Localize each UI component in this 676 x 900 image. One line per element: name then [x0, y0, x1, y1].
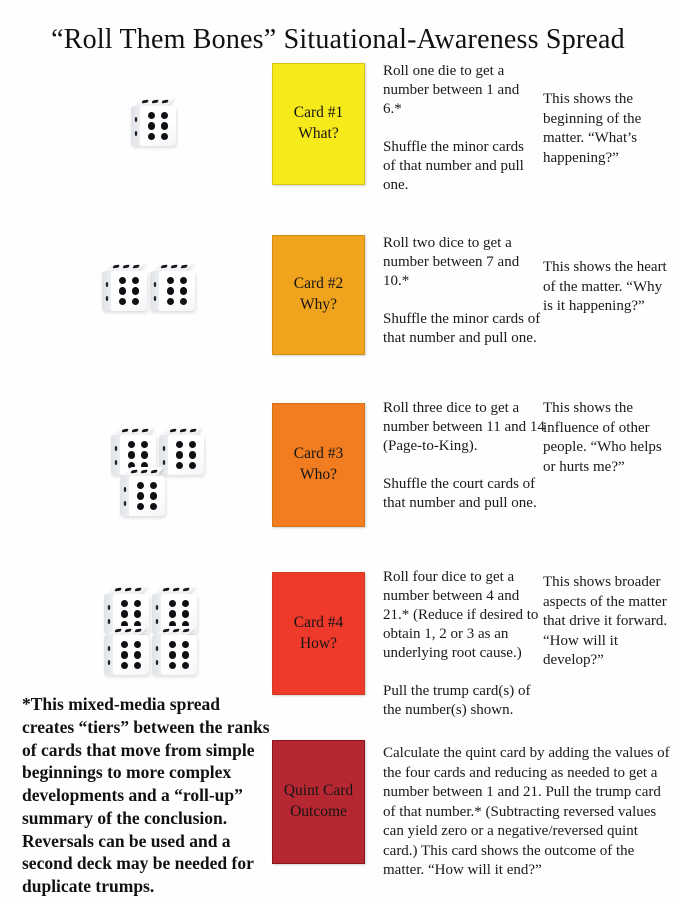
quint-instructions: Calculate the quint card by adding the values of the four cards and reducing as needed to get a number between 1 and 21. Pull the trump card of that number.* (Subtracting reversed values can yield zero or a negative/reversed quint card.) This card shows the outcome of the matter. “How will it end?” — [383, 745, 670, 878]
card-label: Card #4 — [293, 613, 344, 631]
instructions-row3 — [383, 399, 545, 513]
card-label: What? — [298, 125, 339, 142]
die-icon — [152, 626, 197, 675]
footnote: *This mixed-media spread creates “tiers” between the ranks of cards that move from simple beginnings to more complex developments and a “roll-up” summary of the conclusion. Reversals can be used and a second deck may be needed for duplicate trumps. — [22, 694, 270, 896]
instructions-row1 — [383, 62, 535, 195]
card-label: Why? — [299, 296, 337, 313]
dice-group-row2 — [102, 262, 195, 311]
dice-group-row4 — [104, 585, 197, 675]
die-icon — [131, 97, 176, 146]
card-label: Outcome — [290, 803, 347, 820]
card-label: Who? — [299, 466, 337, 483]
instructions-row2 — [383, 234, 541, 348]
instruction-paragraph: Roll two dice to get a number between 7 and 10.* — [383, 235, 520, 290]
card-label: Card #2 — [293, 275, 344, 293]
instructions-row4 — [383, 568, 549, 720]
card-3-who — [272, 403, 365, 527]
instruction-paragraph: Shuffle the minor cards of that number and pull one. — [383, 139, 524, 194]
card-label: How? — [299, 634, 338, 652]
note-row4: This shows broader aspects of the matter that drive it forward. “How will it develop?” — [543, 574, 668, 668]
card-quint-outcome — [272, 740, 365, 864]
dice-group-row1 — [131, 97, 176, 146]
die-icon — [159, 426, 204, 475]
instruction-paragraph: Pull the trump card(s) of the number(s) shown. — [383, 683, 531, 719]
die-icon — [120, 467, 165, 516]
card-1-what — [272, 63, 365, 185]
note-row2: This shows the heart of the matter. “Why is it happening?” — [543, 259, 667, 314]
die-icon — [104, 626, 149, 675]
card-2-why — [272, 235, 365, 355]
page-title: “Roll Them Bones” Situational-Awareness Spread — [51, 24, 625, 55]
card-4-how — [272, 572, 365, 695]
card-label: Quint Card — [283, 782, 354, 800]
die-icon — [102, 262, 147, 311]
note-row3: This shows the influence of other people. “Who helps or hurts me?” — [543, 400, 662, 475]
instruction-paragraph: Shuffle the minor cards of that number and pull one. — [383, 311, 541, 347]
instruction-paragraph: Shuffle the court cards of that number and pull one. — [383, 476, 537, 512]
die-icon — [150, 262, 195, 311]
instruction-paragraph: Roll four dice to get a number between 4 and 21.* (Reduce if desired to obtain 1, 2 or 3 as an underlying root cause.) — [383, 569, 539, 662]
dice-group-row3 — [111, 426, 204, 516]
instruction-paragraph: Roll three dice to get a number between 11 and 14 (Page-to-King). — [383, 400, 545, 455]
card-label: Card #3 — [293, 445, 344, 463]
note-row1: This shows the beginning of the matter. “What’s happening?” — [543, 91, 642, 166]
instruction-paragraph: Roll one die to get a number between 1 and 6.* — [383, 63, 520, 118]
card-label: Card #1 — [293, 104, 344, 122]
